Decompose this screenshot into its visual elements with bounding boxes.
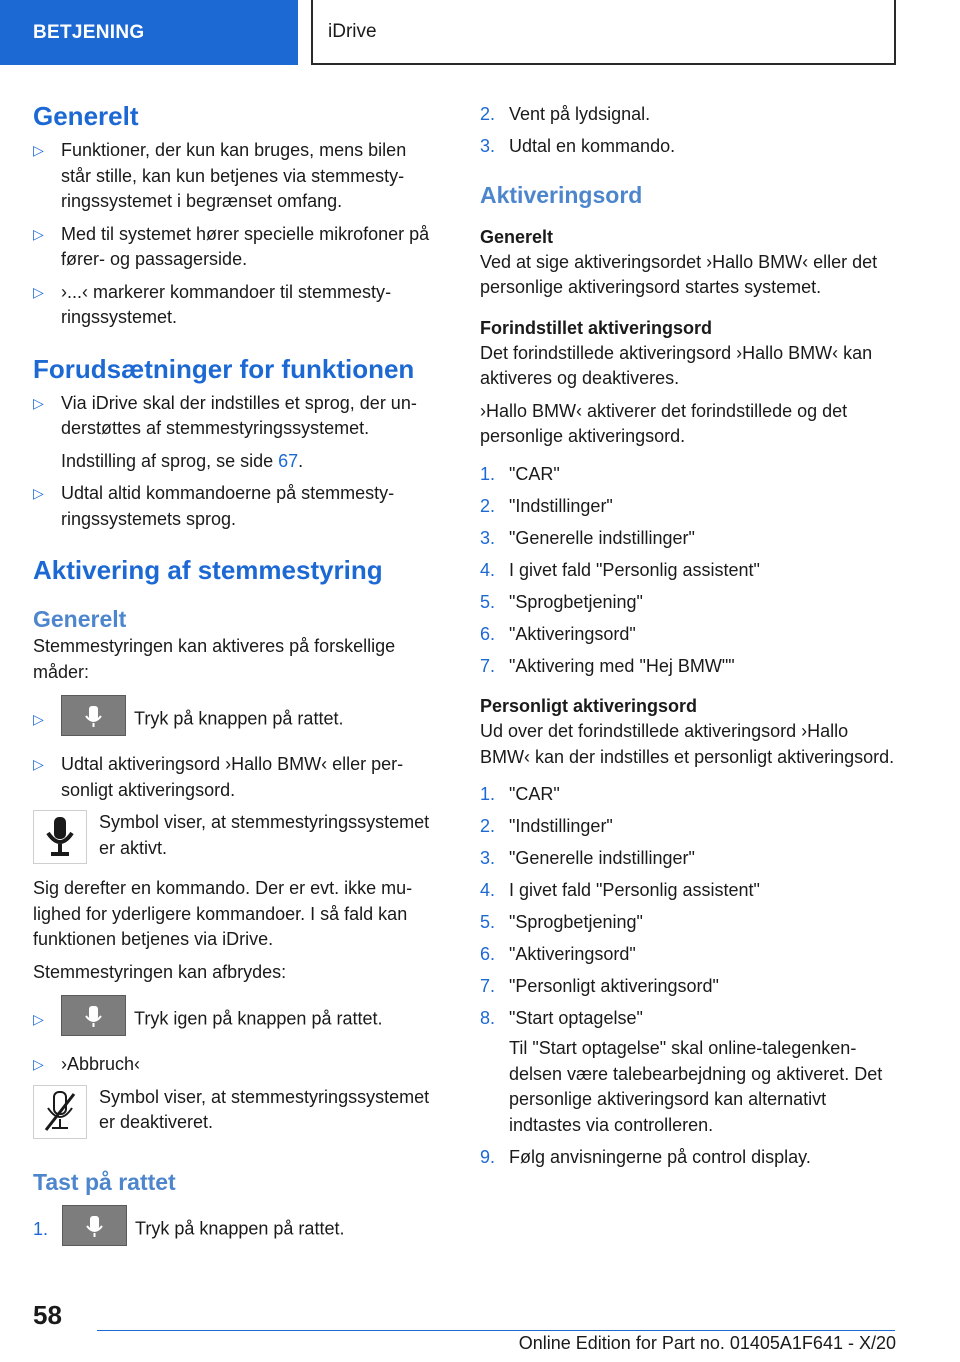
right-column [480,102,900,1177]
footer-edition: Online Edition for Part no. 01405A1F641 - X/20 [518,1333,896,1353]
step-item: 6. "Aktiveringsord" [480,623,636,644]
bullet-item: ▷ Med til systemet hører specielle mikrofoner på fører- og passagerside. [33,223,430,269]
paragraph: Ud over det forindstillede aktiveringsord ›Hallo BMW‹ kan der indstilles et personligt aktiveringsord. [480,721,895,767]
step-item: 1. "CAR" [480,784,560,804]
triangle-bullet-icon: ▷ [33,1011,44,1027]
step-item: 5. "Sprogbetjening" [480,912,643,932]
step-item: 8. "Start optagelse" [480,1008,643,1028]
step-item: 3. "Generelle indstillinger" [480,527,695,548]
bullet-item: ▷ Udtal aktiveringsord ›Hallo BMW‹ eller personligt aktiveringsord. [33,754,404,800]
paragraph: Stemmestyringen kan afbrydes: [33,961,287,982]
subheading-generelt: Generelt [33,606,127,632]
step-item: 1. "CAR" [480,463,560,484]
bullet-subtext: Indstilling af sprog, se side 67. [61,450,304,471]
subheading-aktiveringsord: Aktiveringsord [480,181,643,208]
triangle-bullet-icon: ▷ [33,394,44,411]
section-title: BETJENING [33,21,145,43]
triangle-bullet-icon: ▷ [33,142,44,158]
chapter-tab [311,0,896,65]
bullet-item: ▷ Funktioner, der kun kan bruges, mens bilen står stille, kan kun betjenes via stemmestyringssystemet i begrænset omfang. [33,140,407,211]
symbol-row [33,1085,433,1139]
minor-heading: Personligt aktiveringsord [480,696,698,716]
minor-heading: Generelt [480,226,554,247]
triangle-bullet-icon: ▷ [33,1056,44,1072]
triangle-bullet-icon: ▷ [33,283,44,300]
symbol-row [33,810,433,864]
subheading-tast: Tast på rattet [33,1168,176,1195]
voice-button-icon [62,1205,127,1246]
step-item: 6. "Aktiveringsord" [480,944,636,964]
bullet-item: ▷ Tryk på knappen på rattet. [33,699,433,740]
step-item: 2. "Indstillinger" [480,816,613,836]
step-item: 2. Vent på lydsignal. [480,104,651,124]
step-item: 7. "Aktivering med "Hej BMW"" [480,655,735,676]
steps-list [480,462,900,680]
step-item: 9. Følg anvisningerne på control display. [480,1146,811,1167]
paragraph: ›Hallo BMW‹ aktiverer det forindstillede og det personlige aktiveringsord. [480,400,848,446]
page-link[interactable]: 67 [278,450,299,471]
paragraph: Ved at sige aktiveringsordet ›Hallo BMW‹ eller det personlige aktiveringsord startes systemet. [480,251,878,297]
step-item: 2. "Indstillinger" [480,495,613,516]
step-note: Til "Start optagelse" skal online-talegenkendelsen være talebearbejdning og aktiveret. Det personlige aktiveringsord kan alternativt indtastes via controlleren. [509,1038,883,1135]
chapter-title: iDrive [328,20,377,42]
heading-forudsaetninger: Forudsætninger for funktionen [33,353,415,384]
symbol-description: Symbol viser, at stemmestyringssystemet er deaktiveret. [99,1086,430,1132]
minor-heading: Forindstillet aktiveringsord [480,317,713,338]
step-item: 4. I givet fald "Personlig assistent" [480,559,760,580]
symbol-description: Symbol viser, at stemmestyringssystemet er aktivt. [99,812,430,858]
triangle-bullet-icon: ▷ [33,485,44,501]
triangle-bullet-icon: ▷ [33,756,44,772]
step-item: 3. "Generelle indstillinger" [480,848,695,868]
heading-generelt: Generelt [33,101,139,131]
paragraph: Det forindstillede aktiveringsord ›Hallo BMW‹ kan aktiveres og deaktiveres. [480,342,873,388]
page-number: 58 [33,1300,62,1330]
triangle-bullet-icon: ▷ [33,225,44,242]
microphone-icon [33,810,87,864]
microphone-off-icon [33,1085,87,1139]
step-item: 3. Udtal en kommando. [480,136,676,156]
step-item: 1. Tryk på knappen på rattet. [33,1209,433,1250]
voice-button-icon [61,695,126,736]
bullet-item: ▷ ›...‹ markerer kommandoer til stemmestyringssystemet. [33,281,392,327]
bullet-item: ▷ Udtal altid kommandoerne på stemmestyringssystemets sprog. [33,483,395,529]
paragraph: Sig derefter en kommando. Der er evt. ikke mulighed for yderligere kommandoer. I så fald kan funktionen betjenes via iDrive. [33,878,413,949]
heading-aktivering: Aktivering af stemmestyring [33,555,383,585]
triangle-bullet-icon: ▷ [33,711,44,727]
steps-list [480,782,900,1170]
left-column [33,100,433,1256]
step-item: 7. "Personligt aktiveringsord" [480,976,719,996]
bullet-item: ▷ Via iDrive skal der indstilles et sprog, der understøttes af stemmestyringssystemet. [33,392,417,438]
step-item: 4. I givet fald "Personlig assistent" [480,880,760,900]
voice-button-icon [61,995,126,1036]
bullet-item: ▷ ›Abbruch‹ [33,1052,433,1078]
paragraph: Stemmestyringen kan aktiveres på forskellige måder: [33,636,396,682]
step-item: 5. "Sprogbetjening" [480,591,643,612]
footer-divider [97,1330,895,1331]
bullet-item: ▷ Tryk igen på knappen på rattet. [33,999,433,1040]
section-tab [0,0,298,65]
